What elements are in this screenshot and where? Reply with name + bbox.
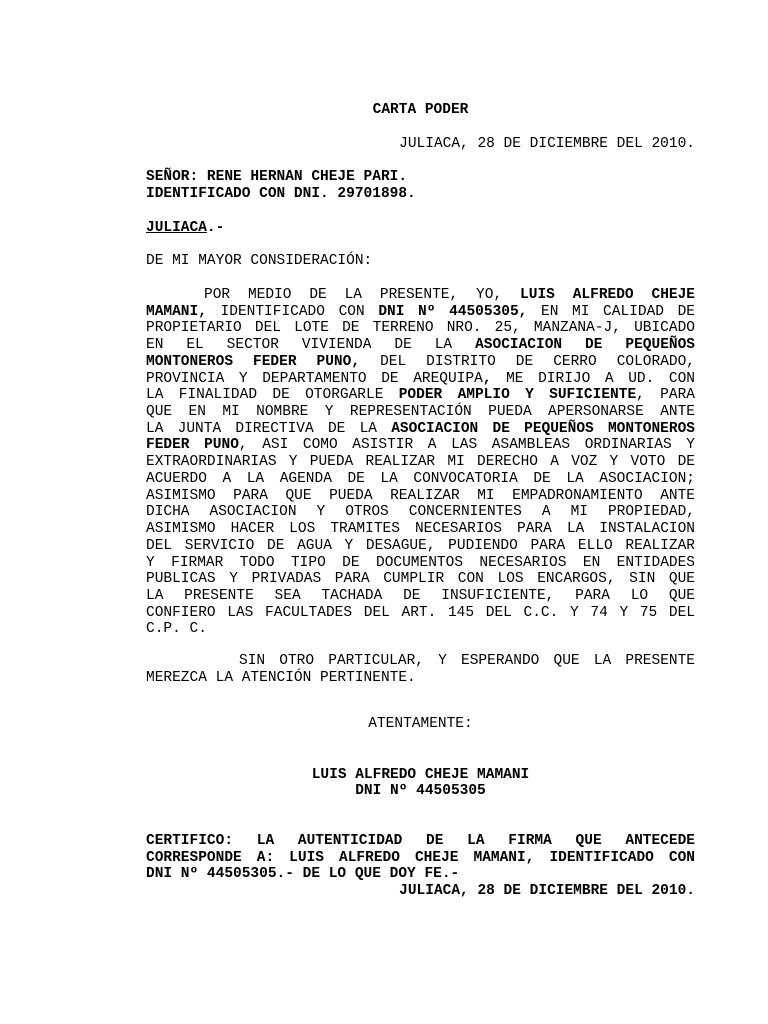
body-line: [146, 437, 695, 454]
closing-line: MEREZCA LA ATENCIÓN PERTINENTE.: [146, 669, 416, 686]
body-text: ME DIRIJO A UD. CON: [506, 370, 695, 387]
body-text: LA JUNTA DIRECTIVA DE LA: [146, 420, 377, 437]
association-name: ASOCIACION DE PEQUEÑOS MONTONEROS: [391, 420, 695, 437]
body-line: PUBLICAS Y PRIVADAS PARA CUMPLIR CON LOS ENCARGOS, SIN QUE: [146, 571, 695, 588]
closing-paragraph: [146, 653, 695, 686]
certification-line: CERTIFICO: LA AUTENTICIDAD DE LA FIRMA QUE ANTECEDE: [146, 833, 695, 849]
body-text: IDENTIFICADO CON: [220, 303, 365, 320]
body-line: ACUERDO A LA AGENDA DE LA CONVOCATORIA DE LA ASOCIACION;: [146, 470, 695, 487]
certification-line: CORRESPONDE A: LUIS ALFREDO CHEJE MAMANI, IDENTIFICADO CON: [146, 849, 695, 866]
association-name-end: FEDER PUNO: [146, 437, 239, 454]
certification-date: JULIACA, 28 DE DICIEMBRE DEL 2010.: [399, 883, 695, 899]
power-type: PODER AMPLIO Y SUFICIENTE: [398, 387, 637, 404]
grantor-name-end: MAMANI,: [146, 303, 207, 320]
greeting: DE MI MAYOR CONSIDERACIÓN:: [146, 253, 373, 269]
association-name: ASOCIACION DE PEQUEÑOS: [475, 337, 696, 354]
city-suffix: .-: [206, 220, 225, 236]
addressee-line-1: SEÑOR: RENE HERNAN CHEJE PARI.: [146, 169, 408, 185]
grantor-dni: DNI Nº 44505305,: [378, 303, 528, 320]
body-line: ASIMISMO PARA QUE PUEDA REALIZAR MI EMPADRONAMIENTO ANTE: [146, 487, 695, 504]
city-name: JULIACA: [146, 220, 207, 236]
body-line: LA PRESENTE SEA TACHADA DE INSUFICIENTE, PARA LO QUE: [146, 587, 695, 604]
body-text: PROVINCIA Y DEPARTAMENTO DE AREQUIPA: [146, 370, 483, 387]
body-line: [146, 337, 695, 354]
document-title: CARTA PODER: [372, 102, 469, 118]
body-text: , PARA: [636, 387, 695, 404]
addressee-line-2: IDENTIFICADO CON DNI. 29701898.: [146, 186, 416, 202]
body-line: [146, 304, 695, 321]
body-line: DEL SERVICIO DE AGUA Y DESAGUE, PUDIENDO PARA ELLO REALIZAR: [146, 537, 695, 554]
date-line: JULIACA, 28 DE DICIEMBRE DEL 2010.: [399, 136, 695, 152]
body-line: [146, 287, 695, 304]
sign-off: ATENTAMENTE:: [368, 716, 473, 732]
body-line: [146, 421, 695, 438]
bold-comma: ,: [482, 370, 492, 387]
city-line: [146, 220, 695, 237]
body-line: Y FIRMAR TODO TIPO DE DOCUMENTOS NECESARIOS EN ENTIDADES: [146, 554, 695, 571]
grantor-name: LUIS ALFREDO CHEJE: [520, 287, 696, 303]
body-text: EN EL SECTOR VIVIENDA DE LA: [146, 337, 453, 354]
body-text: LA FINALIDAD DE OTORGARLE: [146, 387, 384, 404]
certification-line: DNI Nº 44505305.- DE LO QUE DOY FE.-: [146, 866, 460, 883]
closing-line: SIN OTRO PARTICULAR, Y ESPERANDO QUE LA PRESENTE: [239, 653, 695, 669]
association-name-end: MONTONEROS FEDER PUNO,: [146, 353, 361, 370]
body-line: ASIMISMO HACER LOS TRAMITES NECESARIOS PARA LA INSTALACION: [146, 521, 695, 538]
body-text: DEL DISTRITO DE CERRO COLORADO,: [380, 353, 696, 370]
body-text: , ASI COMO ASISTIR A LAS ASAMBLEAS ORDINARIAS Y: [238, 437, 695, 454]
signatory-dni: DNI Nº 44505305: [355, 783, 486, 799]
body-line: QUE EN MI NOMBRE Y REPRESENTACIÓN PUEDA APERSONARSE ANTE: [146, 404, 695, 421]
certification-block: [146, 833, 695, 883]
body-line: DICHA ASOCIACION Y OTROS CONCERNIENTES A MI PROPIEDAD,: [146, 504, 695, 521]
body-line: C.P. C.: [146, 621, 207, 638]
body-paragraph: [146, 287, 695, 638]
body-text: EN MI CALIDAD DE: [541, 303, 695, 320]
signatory-name: LUIS ALFREDO CHEJE MAMANI: [311, 767, 530, 783]
body-line: [146, 371, 695, 388]
body-line: PROPIETARIO DEL LOTE DE TERRENO NRO. 25, MANZANA-J, UBICADO: [146, 320, 695, 337]
body-text: POR MEDIO DE LA PRESENTE, YO,: [204, 287, 503, 303]
body-line: [146, 387, 695, 404]
body-line: CONFIERO LAS FACULTADES DEL ART. 145 DEL C.C. Y 74 Y 75 DEL: [146, 604, 695, 621]
body-line: [146, 354, 695, 371]
body-line: EXTRAORDINARIAS Y PUEDA REALIZAR MI DERECHO A VOZ Y VOTO DE: [146, 454, 695, 471]
